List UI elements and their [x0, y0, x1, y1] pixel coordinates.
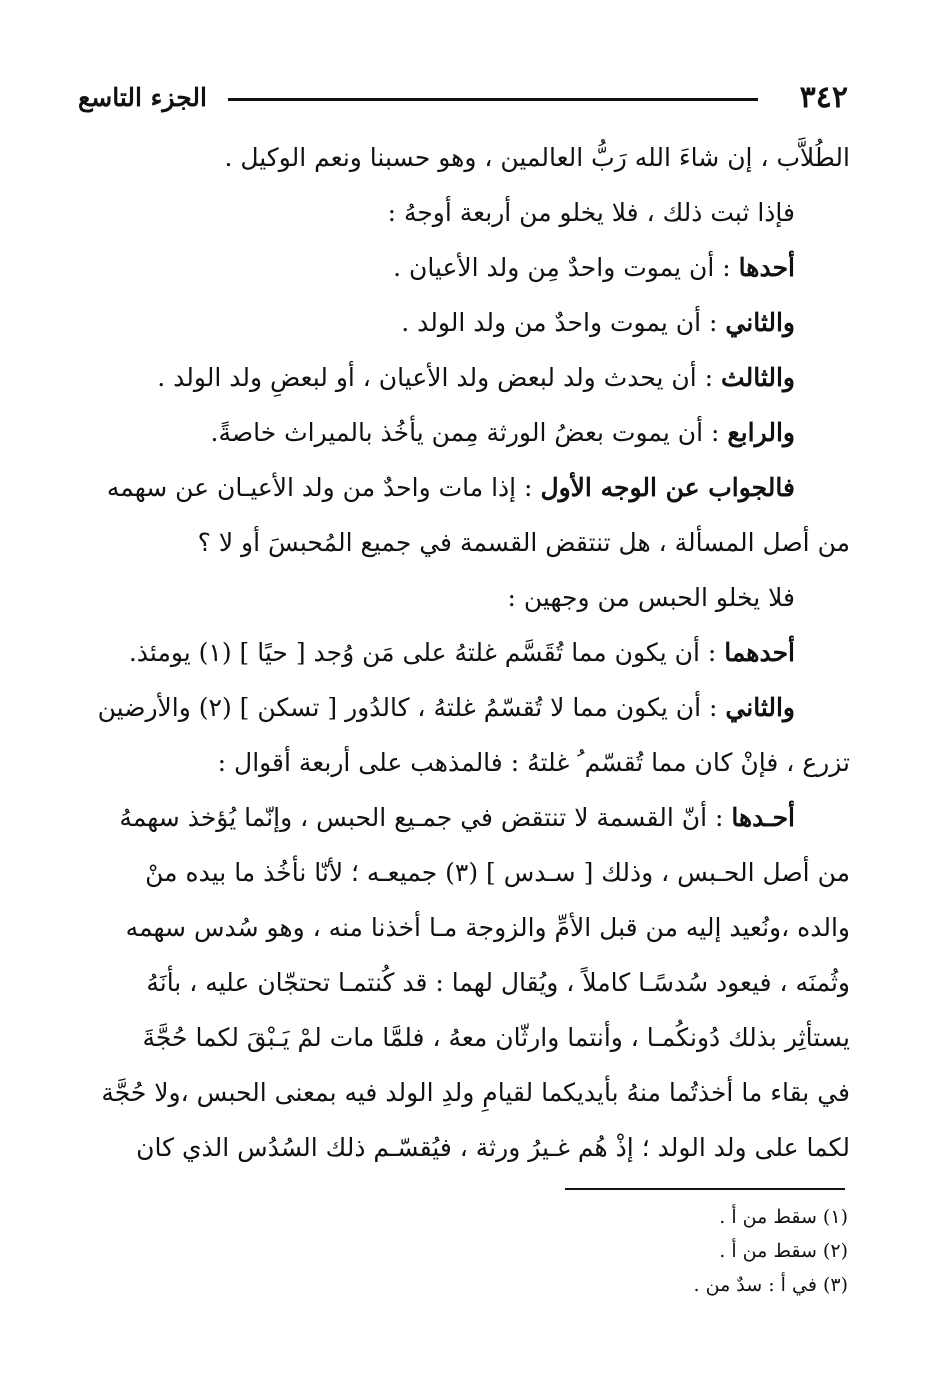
text-line: فالجواب عن الوجه الأول : إذا مات واحدٌ من ولد الأعيـان عن سهمه: [106, 473, 795, 502]
text-line: والثاني : أن يكون مما لا تُقسّمُ غلتهُ ، كالدُور [ تسكن ] (٢) والأرضين: [97, 693, 795, 722]
text-line: والده ،ونُعيد إليه من قبل الأمِّ والزوجة مـا أخذنا منه ، وهو سُدس سهمه: [125, 913, 850, 942]
text-line: الطُلاَّب ، إن شاءَ الله رَبُّ العالمين ، وهو حسبنا ونعم الوكيل .: [224, 143, 850, 172]
footnote-rule: [565, 1188, 845, 1190]
text-line: والثاني : أن يموت واحدٌ من ولد الولد .: [401, 308, 795, 337]
text-line: من أصل الحـبس ، وذلك [ سـدس ] (٣) جميعـه ؛ لأنّا نأخُذ ما بيده منْ: [145, 858, 850, 887]
text-line: والرابع : أن يموت بعضُ الورثة مِمن يأخُذ بالميراث خاصةً.: [210, 418, 795, 447]
text-line: أحدهما : أن يكون مما تُقَسَّم غلتهُ على مَن وُجد [ حيًا ] (١) يومئذ.: [128, 638, 795, 667]
footnote: (١) سقط من أ .: [719, 1206, 848, 1228]
text-line: من أصل المسألة ، هل تنتقض القسمة في جميع المُحبسَ أو لا ؟: [197, 528, 850, 557]
page-header: [78, 76, 848, 120]
header-rule: [228, 98, 758, 101]
text-line: في بقاء ما أخذتُما منهُ بأيديكما لقيامِ ولدِ الولد فيه بمعنى الحبس ،ولا حُجَّة: [101, 1078, 850, 1107]
footnote: (٣) في أ : سدٌ من .: [693, 1274, 848, 1296]
main-text: [78, 130, 850, 1175]
text-line: لكما على ولد الولد ؛ إذْ هُم غـيرُ ورثة ، فيُقسّـم ذلك السُدُس الذي كان: [136, 1133, 850, 1162]
footnote: (٢) سقط من أ .: [719, 1240, 848, 1262]
text-line: فلا يخلو الحبس من وجهين :: [507, 583, 795, 612]
text-line: أحدها : أن يموت واحدٌ مِن ولد الأعيان .: [393, 253, 795, 282]
text-line: تزرع ، فإنْ كان مما تُقسّم ُ غلتهُ : فالمذهب على أربعة أقوال :: [217, 748, 850, 777]
text-line: فإذا ثبت ذلك ، فلا يخلو من أربعة أوجهُ :: [387, 198, 795, 227]
text-line: والثالث : أن يحدث ولد لبعض ولد الأعيان ، أو لبعضِ ولد الولد .: [157, 363, 795, 392]
running-title: الجزء التاسع: [78, 83, 207, 112]
footnotes: [560, 1200, 848, 1302]
text-line: وثُمنَه ، فيعود سُدسًـا كاملاً ، ويُقال لهما : قد كُنتمـا تحتجّان عليه ، بأنَهُ: [146, 968, 850, 997]
page-number: ٣٤٢: [799, 80, 848, 115]
text-line: يستأثِر بذلك دُونكُمـا ، وأنتما وارثّان معهُ ، فلمَّا مات لمْ يَـبْقَ لكما حُجَّةَ: [142, 1023, 850, 1052]
text-line: أحـدها : أنّ القسمة لا تنتقض في جمـيع الحبس ، وإنّما يُؤخذ سهمهُ: [119, 803, 795, 832]
